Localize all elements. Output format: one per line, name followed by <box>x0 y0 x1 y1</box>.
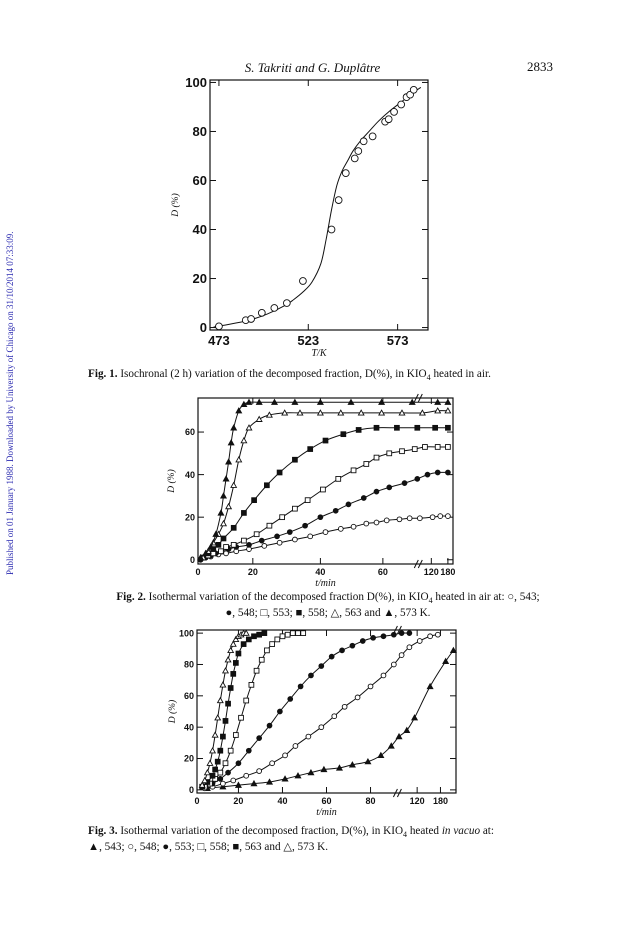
data-point <box>252 634 257 639</box>
data-point <box>244 698 249 703</box>
data-point <box>399 653 404 658</box>
data-point <box>236 761 241 766</box>
data-point <box>319 725 324 730</box>
figure-3-caption-heated: heated <box>409 825 440 837</box>
data-point <box>226 770 231 775</box>
data-point <box>218 776 223 781</box>
x-tick-label: 523 <box>297 333 320 348</box>
x-tick-label: 60 <box>377 567 388 577</box>
download-watermark: Published on 01 January 1988. Downloaded by University of Chicago on 31/10/2014 07:33:09. <box>5 231 15 575</box>
data-point <box>218 770 223 775</box>
data-point <box>360 639 365 644</box>
figure-3-legend-text: ▲, 543; ○, 548; ●, 553; □, 558; ■, 563 and △, 573 K. <box>88 841 328 854</box>
x-axis-label: t/min <box>316 807 337 818</box>
figure-3-label: Fig. 3. <box>88 825 118 837</box>
series-curve-2 <box>205 633 410 787</box>
data-point <box>225 657 231 662</box>
subscript: 4 <box>426 373 431 383</box>
figure-1-caption-text: Isochronal (2 h) variation of the decomposed fraction, D(%), in KIO <box>120 368 427 380</box>
header-authors: S. Takriti and G. Duplâtre <box>244 60 381 75</box>
data-point <box>210 748 216 753</box>
data-point <box>231 641 237 646</box>
data-point <box>228 686 233 691</box>
figure-2-label: Fig. 2. <box>116 591 146 603</box>
data-point <box>451 648 457 653</box>
data-point <box>257 736 262 741</box>
data-point <box>233 661 238 666</box>
data-point <box>221 734 226 739</box>
data-point <box>223 719 228 724</box>
y-tick-label: 100 <box>178 628 194 639</box>
data-point <box>309 673 314 678</box>
y-axis-label: D (%) <box>168 699 178 724</box>
data-point <box>233 733 238 738</box>
data-point <box>275 637 280 642</box>
y-tick-label: 0 <box>188 785 194 796</box>
data-point <box>231 778 236 783</box>
data-point <box>226 701 231 706</box>
data-point <box>412 715 418 720</box>
y-tick-label: 40 <box>192 222 207 238</box>
figure-1-caption-end: heated in air. <box>433 368 491 380</box>
data-point <box>293 744 298 749</box>
data-point <box>306 734 311 739</box>
x-tick-label: 180 <box>440 567 456 577</box>
data-point <box>223 761 228 766</box>
x-tick-label: 0 <box>195 567 201 577</box>
data-point <box>270 761 275 766</box>
y-tick-label: 20 <box>183 753 194 764</box>
data-point <box>249 682 254 687</box>
data-point <box>332 714 337 719</box>
data-point <box>236 651 241 656</box>
data-point <box>417 639 422 644</box>
figure-2-legend-text: ●, 548; □, 553; ■, 558; △, 563 and ▲, 573 K. <box>225 607 431 620</box>
data-point <box>280 634 285 639</box>
data-point <box>381 673 386 678</box>
y-tick-label: 80 <box>192 124 207 140</box>
data-point <box>435 632 440 637</box>
data-point <box>399 631 404 636</box>
subscript: 4 <box>403 830 408 840</box>
data-point <box>301 631 306 636</box>
data-point <box>270 642 275 647</box>
data-point <box>220 682 226 687</box>
data-point <box>231 671 236 676</box>
x-tick-label: 120 <box>409 796 425 806</box>
y-tick-label: 60 <box>183 690 194 701</box>
y-tick-label: 60 <box>192 173 207 189</box>
data-point <box>285 632 290 637</box>
data-point <box>246 637 251 642</box>
data-point <box>407 645 412 650</box>
data-point <box>215 715 221 720</box>
data-point <box>381 634 386 639</box>
data-point <box>223 668 229 673</box>
data-point <box>298 684 303 689</box>
data-point <box>391 662 396 667</box>
data-point <box>228 648 234 653</box>
y-tick-label: 20 <box>184 512 195 523</box>
subscript: 4 <box>428 596 433 606</box>
y-tick-label: 80 <box>183 659 194 670</box>
x-tick-label: 573 <box>386 333 409 348</box>
data-point <box>342 704 347 709</box>
data-point <box>340 648 345 653</box>
data-point <box>246 748 251 753</box>
y-axis-label: D (%) <box>171 193 181 217</box>
y-tick-label: 0 <box>189 554 195 565</box>
data-point <box>428 634 433 639</box>
data-point <box>205 770 211 775</box>
x-tick-label: 180 <box>432 796 448 806</box>
data-point <box>228 748 233 753</box>
x-axis-label: T/K <box>311 348 327 359</box>
figure-3-caption <box>88 825 568 854</box>
data-point <box>329 654 334 659</box>
data-point <box>427 684 433 689</box>
figure-2-caption <box>88 591 568 620</box>
x-tick-label: 40 <box>277 796 288 806</box>
data-point <box>257 769 262 774</box>
data-point <box>371 635 376 640</box>
figure-3-caption-italic: in vacuo <box>441 825 481 837</box>
data-point <box>290 631 295 636</box>
data-point <box>283 753 288 758</box>
x-tick-label: 80 <box>365 796 376 806</box>
data-point <box>265 648 270 653</box>
data-point <box>221 781 226 786</box>
data-point <box>277 709 282 714</box>
y-tick-label: 100 <box>185 75 207 91</box>
y-tick-label: 40 <box>184 469 195 480</box>
figure-1-label: Fig. 1. <box>88 368 118 380</box>
figure-2-caption-text-end: heated in air at: ○, 543; <box>435 591 540 603</box>
data-point <box>259 657 264 662</box>
y-tick-label: 40 <box>183 722 194 733</box>
y-tick-label: 20 <box>192 271 207 287</box>
figure-1-caption <box>88 368 568 384</box>
page-number: 2833 <box>527 59 553 74</box>
data-point <box>244 773 249 778</box>
figure-2-caption-text: Isothermal variation of the decomposed fraction D(%), in KIO <box>148 591 429 603</box>
y-tick-label: 60 <box>184 427 195 438</box>
data-point <box>407 631 412 636</box>
x-axis-label: t/min <box>315 578 336 589</box>
data-point <box>241 642 246 647</box>
x-tick-label: 40 <box>315 567 326 577</box>
data-point <box>212 732 218 737</box>
data-point <box>262 631 267 636</box>
data-point <box>257 632 262 637</box>
figure-3-caption-text: Isothermal variation of the decomposed fraction, D(%), in KIO <box>120 825 404 837</box>
x-tick-label: 20 <box>247 567 258 577</box>
x-tick-label: 60 <box>321 796 332 806</box>
data-point <box>319 664 324 669</box>
data-point <box>210 773 215 778</box>
y-tick-label: 0 <box>199 320 207 336</box>
data-point <box>355 695 360 700</box>
x-tick-label: 120 <box>423 567 439 577</box>
data-point <box>254 668 259 673</box>
data-point <box>207 760 213 765</box>
x-tick-label: 0 <box>194 796 200 806</box>
x-tick-label: 473 <box>208 333 230 348</box>
data-point <box>296 631 301 636</box>
data-point <box>239 715 244 720</box>
data-point <box>215 759 220 764</box>
data-point <box>218 748 223 753</box>
data-point <box>350 643 355 648</box>
data-point <box>213 767 218 772</box>
data-point <box>218 698 224 703</box>
x-tick-label: 20 <box>233 796 244 806</box>
y-axis-label: D (%) <box>167 469 177 493</box>
figure-3-caption-at: at: <box>482 825 495 837</box>
data-point <box>368 684 373 689</box>
data-point <box>267 723 272 728</box>
data-point <box>288 697 293 702</box>
